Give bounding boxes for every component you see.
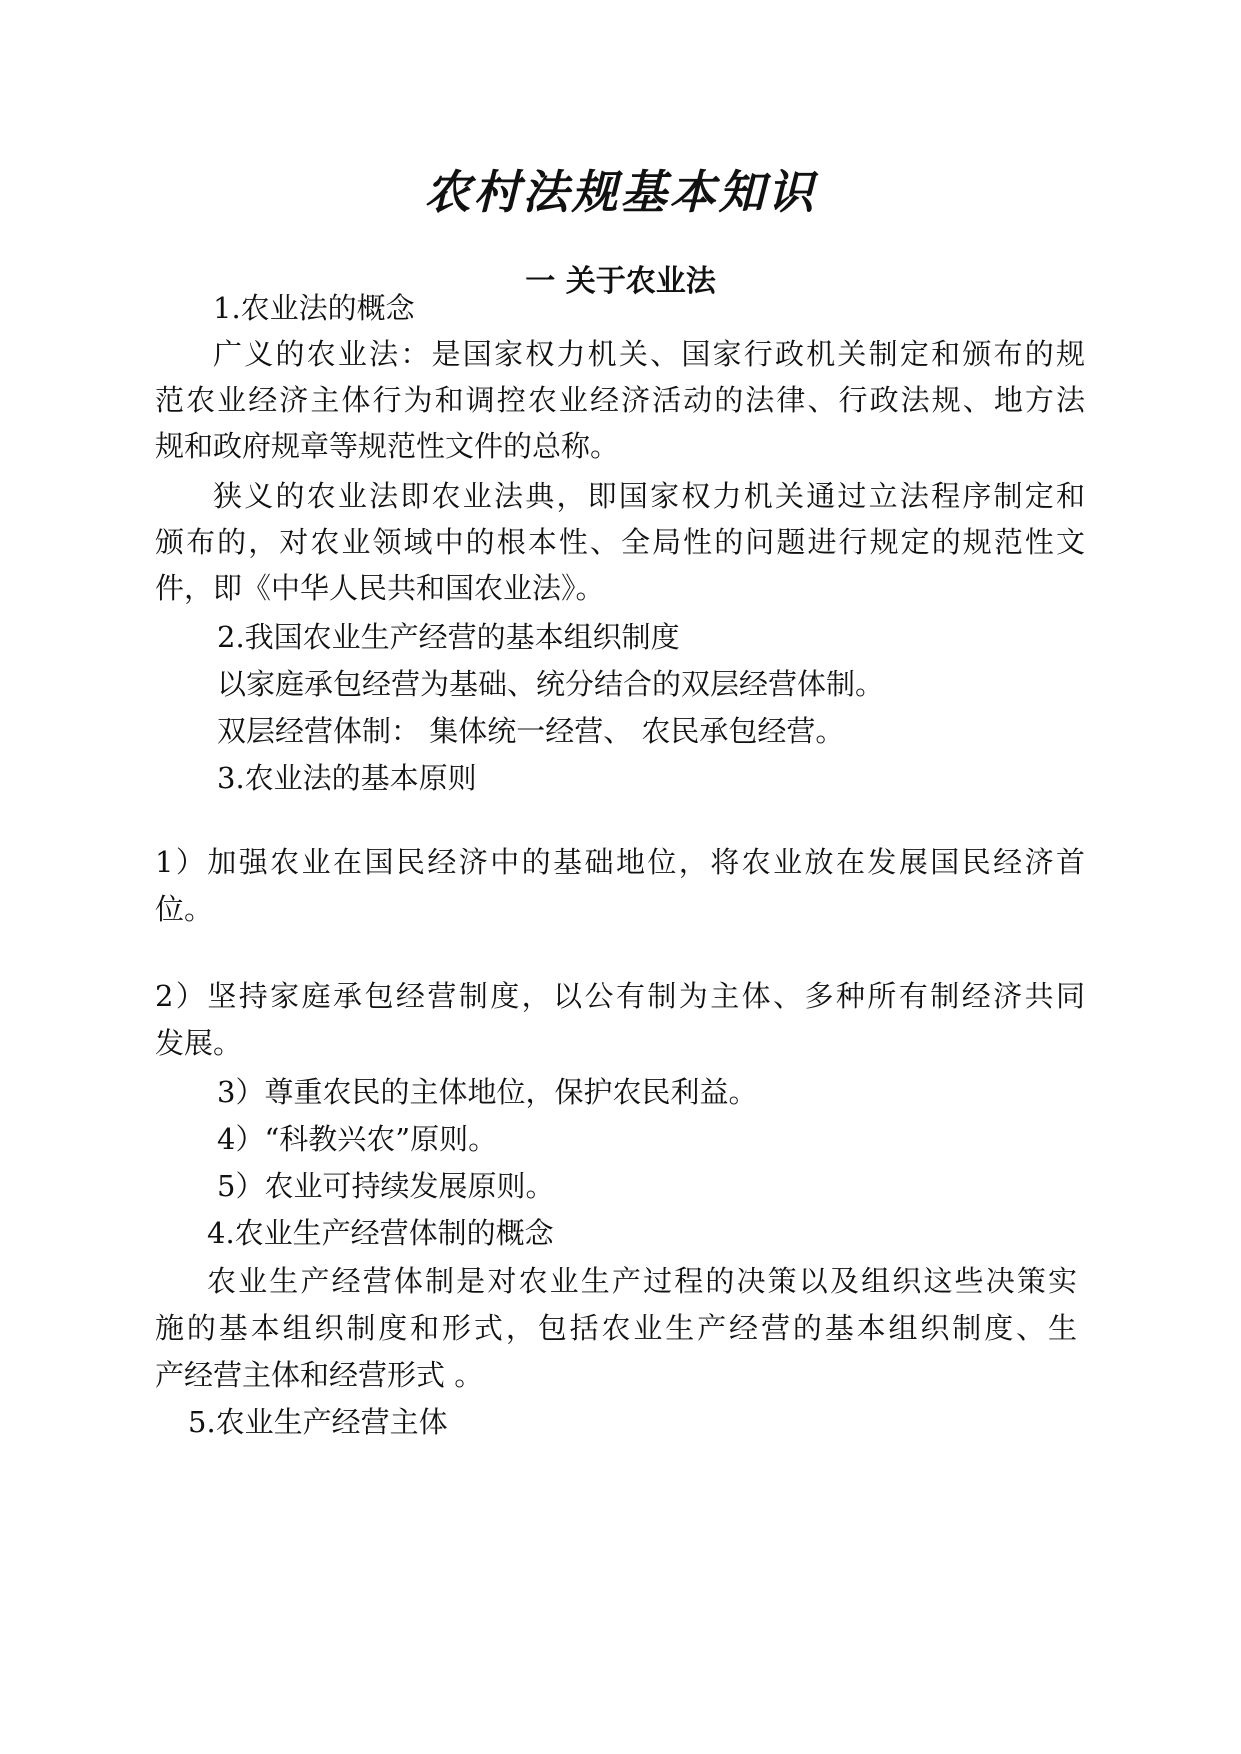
- list-item-line: 2）坚持家庭承包经营制度，以公有制为主体、多种所有制经济共同: [155, 979, 1085, 1013]
- list-item-line: 5）农业可持续发展原则。: [217, 1169, 555, 1203]
- paragraph-line: 产经营主体和经营形式 。: [155, 1358, 484, 1392]
- list-item-line: 发展。: [155, 1026, 243, 1060]
- paragraph-line: 范农业经济主体行为和调控农业经济活动的法律、行政法规、地方法: [155, 383, 1085, 417]
- heading-line: 3.农业法的基本原则: [217, 761, 477, 795]
- heading-line: 1.农业法的概念: [213, 291, 415, 325]
- paragraph-line: 双层经营体制： 集体统一经营、 农民承包经营。: [217, 714, 845, 748]
- paragraph-line: 农业生产经营体制是对农业生产过程的决策以及组织这些决策实: [207, 1264, 1077, 1298]
- paragraph-line: 以家庭承包经营为基础、统分结合的双层经营体制。: [217, 667, 885, 701]
- paragraph-line: 施的基本组织制度和形式，包括农业生产经营的基本组织制度、生: [155, 1311, 1077, 1345]
- list-item-line: 4）“科教兴农”原则。: [217, 1122, 498, 1156]
- paragraph-line: 颁布的，对农业领域中的根本性、全局性的问题进行规定的规范性文: [155, 525, 1085, 559]
- heading-line: 5.农业生产经营主体: [188, 1405, 448, 1439]
- list-item-line: 1）加强农业在国民经济中的基础地位，将农业放在发展国民经济首: [155, 845, 1085, 879]
- paragraph-line: 件，即《中华人民共和国农业法》。: [155, 571, 605, 605]
- section-heading: 一 关于农业法: [525, 264, 716, 299]
- paragraph-line: 规和政府规章等规范性文件的总称。: [155, 429, 620, 463]
- heading-line: 2.我国农业生产经营的基本组织制度: [217, 620, 680, 654]
- document-title: 农村法规基本知识: [424, 165, 817, 219]
- list-item-line: 3）尊重农民的主体地位，保护农民利益。: [217, 1075, 758, 1109]
- paragraph-line: 广义的农业法：是国家权力机关、国家行政机关制定和颁布的规: [213, 337, 1085, 371]
- heading-line: 4.农业生产经营体制的概念: [207, 1216, 554, 1250]
- paragraph-line: 狭义的农业法即农业法典，即国家权力机关通过立法程序制定和: [213, 479, 1085, 513]
- list-item-line: 位。: [155, 892, 214, 926]
